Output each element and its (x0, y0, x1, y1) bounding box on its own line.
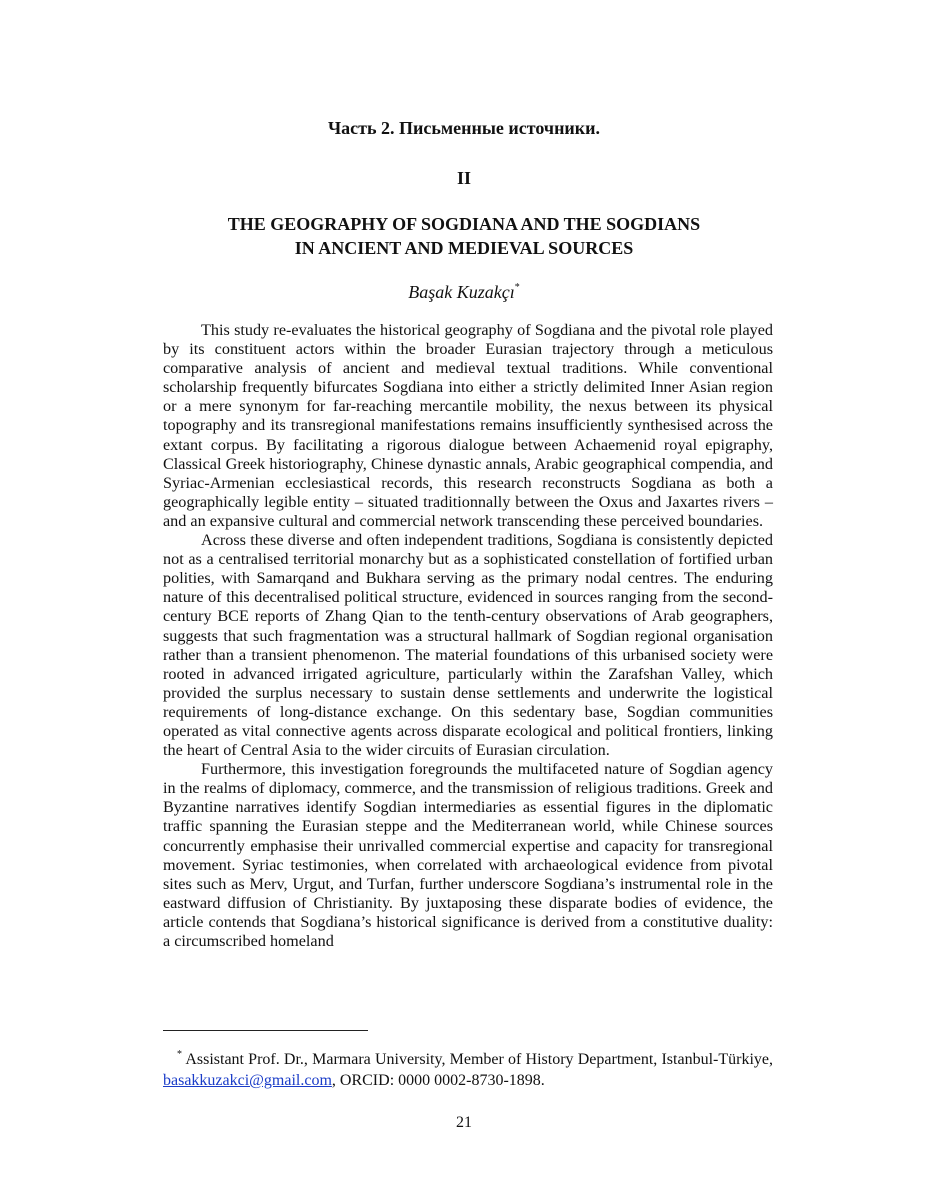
author-name (0, 282, 928, 303)
footnote-mark: * (177, 1049, 182, 1060)
footnote-text-after: , ORCID: 0000 0002-8730-1898. (331, 1072, 545, 1089)
footnote-text-before: Assistant Prof. Dr., Marmara University, Member of History Department, Istanbul-Türkiye, (185, 1051, 773, 1068)
article-title (0, 212, 928, 260)
author-footnote-mark: * (514, 282, 520, 293)
part-heading: Часть 2. Письменные источники. (327, 118, 601, 138)
footnote (163, 1044, 773, 1091)
article-title-line-1: THE GEOGRAPHY OF SOGDIANA AND THE SOGDIANS (227, 214, 701, 234)
section-numeral: II (456, 168, 471, 188)
author-name-text: Başak Kuzakçı (408, 282, 515, 302)
body-paragraph-1: This study re-evaluates the historical geography of Sogdiana and the pivotal role played by its constituent actors within the broader Eurasian trajectory through a meticulous comparative analysis of ancient and medieval textual traditions. While conventional scholarship frequently bifurcates Sogdiana into either a strictly delimited Inner Asian region or a mere synonym for far-reaching mercantile mobility, the nexus between its physical topography and its transregional manifestations remains insufficiently synthesised across the extant corpus. By facilitating a rigorous dialogue between Achaemenid royal epigraphy, Classical Greek historiography, Chinese dynastic annals, Arabic geographical compendia, and Syriac-Armenian ecclesiastical records, this research reconstructs Sogdiana as both a geographically legible entity – situated traditionnally between the Oxus and Jaxartes rivers – and an expansive cultural and commercial network transcending these perceived boundaries. (163, 321, 773, 530)
footnote-divider (163, 1030, 368, 1031)
author-email-link[interactable]: basakkuzakci@gmail.com (163, 1072, 332, 1089)
article-title-line-2: IN ANCIENT AND MEDIEVAL SOURCES (294, 238, 634, 258)
body-paragraph-2: Across these diverse and often independent traditions, Sogdiana is consistently depicted not as a centralised territorial monarchy but as a sophisticated constellation of fortified urban polities, with Samarqand and Bukhara serving as the primary nodal centres. The enduring nature of this decentralised political structure, evidenced in sources ranging from the second-century BCE reports of Zhang Qian to the tenth-century observations of Arab geographers, suggests that such fragmentation was a structural hallmark of Sogdian regional organisation rather than a transient phenomenon. The material foundations of this urbanised society were rooted in advanced irrigated agriculture, particularly within the Zarafshan Valley, which provided the surplus necessary to sustain dense settlements and underwrite the logistical requirements of long-distance exchange. On this sedentary base, Sogdian communities operated as vital connective agents across disparate ecological and political frontiers, linking the heart of Central Asia to the wider circuits of Eurasian circulation. (163, 531, 773, 760)
article-body (163, 321, 773, 951)
page-number: 21 (456, 1114, 472, 1131)
body-paragraph-3: Furthermore, this investigation foregrounds the multifaceted nature of Sogdian agency in the realms of diplomacy, commerce, and the transmission of religious traditions. Greek and Byzantine narratives identify Sogdian intermediaries as essential figures in the diplomatic traffic spanning the Eurasian steppe and the Mediterranean world, while Chinese sources concurrently emphasise their unrivalled commercial expertise and capacity for transregional movement. Syriac testimonies, when correlated with archaeological evidence from pivotal sites such as Merv, Urgut, and Turfan, further underscore Sogdiana’s instrumental role in the eastward diffusion of Christianity. By juxtaposing these disparate bodies of evidence, the article contends that Sogdiana’s historical significance is derived from a constitutive duality: a circumscribed homeland (163, 760, 773, 950)
